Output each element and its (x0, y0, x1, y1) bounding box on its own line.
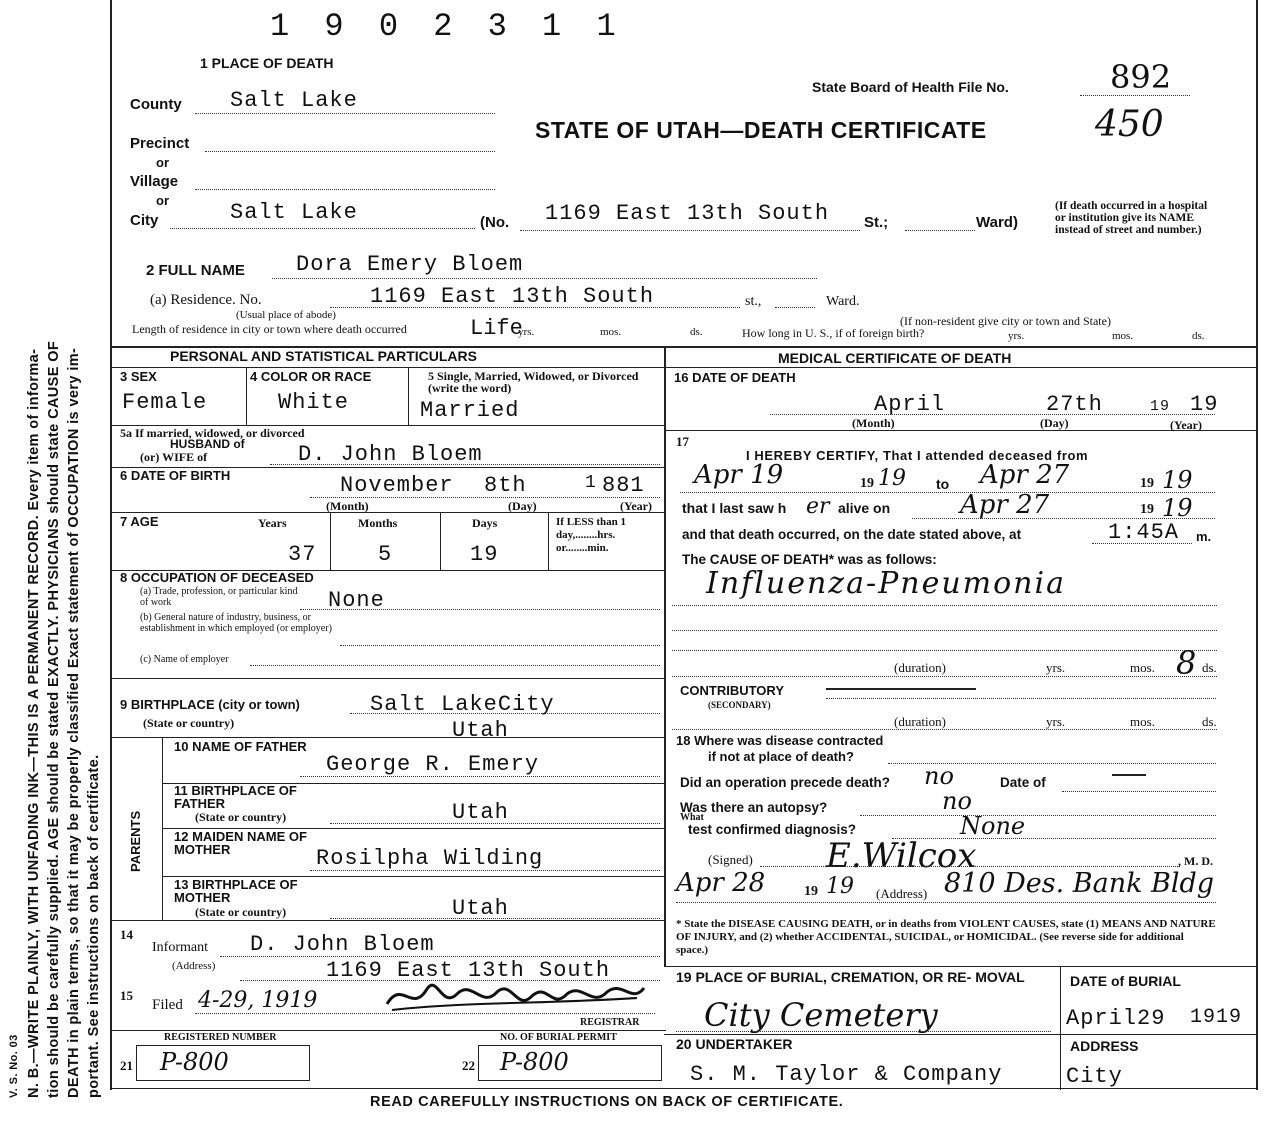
mother-birthplace-label: 13 BIRTHPLACE OF MOTHER (174, 877, 298, 905)
test-label: test confirmed diagnosis? (688, 822, 857, 837)
registered-number-label: REGISTERED NUMBER (164, 1032, 277, 1043)
death-month-caption: (Month) (852, 416, 895, 430)
city-label: City (130, 212, 159, 229)
attended-to-year: 19 (1162, 466, 1193, 494)
mother-name-value: Rosilpha Wilding (316, 846, 544, 871)
spouse-label-1: 5a If married, widowed, or divorced (120, 426, 305, 440)
ward-label: Ward) (976, 214, 1018, 231)
occupation-label: 8 OCCUPATION OF DECEASED (120, 570, 314, 585)
attended-to-date: Apr 27 (980, 460, 1070, 490)
undertaker-address-value: City (1066, 1064, 1123, 1089)
spouse-label-3: (or) WIFE of (140, 450, 208, 464)
birthplace-state-label: (State or country) (143, 716, 235, 730)
county-value: Salt Lake (230, 88, 358, 113)
filed-date: 4-29, 1919 (198, 988, 318, 1013)
dob-month: November (340, 473, 454, 498)
burial-permit-value: P-800 (500, 1048, 569, 1076)
secondary-label: (SECONDARY) (708, 700, 771, 710)
duration-mos: mos. (1130, 660, 1155, 675)
mother-birthplace-value: Utah (452, 896, 509, 921)
attended-from-date: Apr 19 (694, 460, 784, 490)
time-m-label: m. (1196, 529, 1212, 544)
burial-place-label: 19 PLACE OF BURIAL, CREMATION, OR RE- MOVAL (676, 969, 1025, 985)
item-21-number: 21 (120, 1058, 133, 1073)
usual-abode-note: (Usual place of abode) (236, 309, 336, 321)
filed-label: Filed (152, 997, 183, 1013)
side-instructions-line1: N. B.—WRITE PLAINLY, WITH UNFADING INK—THIS IS A PERMANENT RECORD. Every item of informa- (26, 348, 42, 1098)
full-name-value: Dora Emery Bloem (296, 252, 524, 277)
side-instructions-line3: DEATH in plain terms, so that it may be properly classified Exact statement of OCCUPATION is very im- (66, 347, 82, 1098)
operation-label: Did an operation precede death? (680, 775, 891, 790)
duration-mos-2: mos. (1130, 714, 1155, 729)
county-label: County (130, 96, 182, 113)
autopsy-label: Was there an autopsy? (680, 800, 828, 815)
dob-day: 8th (484, 473, 527, 498)
attended-to-19: 19 (1140, 476, 1154, 491)
full-name-label: 2 FULL NAME (146, 262, 245, 279)
last-saw-19: 19 (1140, 502, 1154, 517)
duration-label: (duration) (894, 660, 946, 675)
contributory-label: CONTRIBUTORY (680, 683, 784, 698)
physician-signature: E.Wilcox (826, 836, 977, 876)
informant-address-value: 1169 East 13th South (326, 958, 611, 983)
dob-year-caption: (Year) (620, 499, 652, 513)
last-saw-year: 19 (1162, 494, 1193, 522)
cause-of-death: Influenza-Pneumonia (706, 566, 1066, 601)
burial-permit-label: NO. OF BURIAL PERMIT (500, 1032, 617, 1043)
item-14-number: 14 (120, 927, 133, 942)
us-mos: mos. (1112, 330, 1134, 342)
occupation-b-label: (b) General nature of industry, business, or establishment in which employed (or employer) (140, 612, 332, 634)
form-number: V. S. No. 03 (8, 1034, 20, 1098)
item-15-number: 15 (120, 988, 133, 1003)
hospital-note: (If death occurred in a hospital or institution give its NAME instead of street and number.) (1055, 200, 1208, 236)
marital-value: Married (420, 398, 520, 423)
age-less-caption: If LESS than 1 day,........hrs. or........min. (556, 516, 627, 554)
document-number: 1 9 0 2 3 1 1 (270, 8, 624, 45)
duration-days-value: 8 (1176, 644, 1197, 682)
duration-ds: ds. (1202, 660, 1217, 675)
burial-year-value: 1919 (1190, 1006, 1243, 1029)
burial-place-value: City Cemetery (704, 996, 938, 1034)
place-of-death-label: 1 PLACE OF DEATH (200, 55, 334, 71)
father-birthplace-label: 11 BIRTHPLACE OF FATHER (174, 783, 297, 811)
city-value: Salt Lake (230, 200, 358, 225)
birthplace-state: Utah (452, 718, 509, 743)
color-label: 4 COLOR OR RACE (250, 369, 372, 384)
st-label: St.; (864, 214, 889, 231)
us-ds: ds. (1192, 330, 1205, 342)
certificate-number: 450 (1095, 104, 1164, 145)
center-divider (664, 346, 666, 966)
age-days-caption: Days (472, 516, 498, 530)
informant-label: Informant (152, 940, 208, 955)
father-birthplace-sub: (State or country) (195, 810, 287, 824)
mother-name-label: 12 MAIDEN NAME OF MOTHER (174, 829, 307, 857)
certificate-title: STATE OF UTAH—DEATH CERTIFICATE (535, 117, 987, 143)
signature-year: 19 (826, 874, 854, 899)
undertaker-address-label: ADDRESS (1070, 1038, 1139, 1054)
alive-on-label: alive on (838, 500, 891, 516)
last-saw-date: Apr 27 (960, 490, 1050, 520)
residence-label: (a) Residence. No. (150, 292, 262, 308)
dob-year: 881 (602, 473, 645, 498)
occupation-c-label: (c) Name of employer (140, 654, 229, 665)
length-yrs: yrs. (518, 326, 535, 338)
age-years-value: 37 (288, 542, 317, 567)
test-value: None (960, 812, 1026, 840)
residence-ward-label: Ward. (826, 294, 860, 309)
length-mos: mos. (600, 326, 622, 338)
signed-label: (Signed) (708, 852, 753, 867)
dob-month-caption: (Month) (326, 499, 369, 513)
registrar-signature (382, 974, 652, 1020)
occupation-a-label: (a) Trade, profession, or particular kind of work (140, 586, 298, 608)
death-date-label: 16 DATE OF DEATH (674, 370, 796, 385)
age-label: 7 AGE (120, 514, 159, 529)
age-days-value: 19 (470, 542, 499, 567)
duration-label-2: (duration) (894, 714, 946, 729)
undertaker-value: S. M. Taylor & Company (690, 1062, 1003, 1087)
burial-date-label: DATE of BURIAL (1070, 973, 1181, 989)
precinct-label: Precinct (130, 135, 190, 152)
death-time: 1:45A (1108, 520, 1180, 545)
us-yrs: yrs. (1008, 330, 1025, 342)
father-name-value: George R. Emery (326, 752, 540, 777)
informant-address-label: (Address) (172, 960, 216, 972)
right-border (1256, 0, 1258, 1090)
birthplace-city: Salt LakeCity (370, 692, 555, 717)
cause-label: The CAUSE OF DEATH* was as follows: (682, 552, 937, 567)
registrar-label: REGISTRAR (580, 1017, 640, 1028)
personal-heading: PERSONAL AND STATISTICAL PARTICULARS (170, 348, 477, 364)
or-label-1: or (156, 155, 169, 170)
file-number: 892 (1110, 58, 1172, 96)
residence-st-label: st., (745, 294, 762, 309)
last-saw-label: that I last saw h (682, 500, 787, 516)
left-border (110, 0, 112, 1090)
duration-yrs: yrs. (1046, 660, 1066, 675)
father-birthplace-value: Utah (452, 800, 509, 825)
occupation-value: None (328, 588, 385, 613)
street-no-label: (No. (480, 214, 510, 231)
md-label: , M. D. (1178, 854, 1213, 868)
us-residence-label: How long in U. S., if of foreign birth? (742, 326, 925, 340)
signature-19: 19 (804, 884, 818, 899)
age-months-value: 5 (378, 542, 393, 567)
color-value: White (278, 390, 350, 415)
item-22-number: 22 (462, 1058, 475, 1073)
sex-label: 3 SEX (120, 369, 157, 384)
death-year-caption: (Year) (1170, 418, 1202, 432)
certify-text: I HEREBY CERTIFY, That I attended deceased from (746, 448, 1089, 463)
informant-value: D. John Bloem (250, 932, 435, 957)
duration-yrs-2: yrs. (1046, 714, 1066, 729)
signature-address-value: 810 Des. Bank Bldg (944, 868, 1215, 899)
file-no-label: State Board of Health File No. (812, 79, 1009, 95)
registered-number-value: P-800 (160, 1048, 229, 1076)
last-saw-her: er (806, 494, 830, 519)
death-day-caption: (Day) (1040, 416, 1069, 430)
dob-label: 6 DATE OF BIRTH (120, 468, 231, 483)
q18b-label: if not at place of death? (708, 749, 854, 764)
what-label: What (680, 812, 704, 823)
spouse-value: D. John Bloem (298, 442, 483, 467)
signature-date: Apr 28 (676, 868, 766, 898)
nonresident-note: (If non-resident give city or town and State) (900, 314, 1111, 328)
age-months-caption: Months (358, 516, 398, 530)
age-years-caption: Years (258, 516, 287, 530)
father-name-label: 10 NAME OF FATHER (174, 739, 307, 754)
death-year: 19 (1190, 392, 1219, 417)
birthplace-label: 9 BIRTHPLACE (city or town) (120, 697, 300, 712)
operation-value: no (924, 762, 954, 790)
dob-year-prefix: 1 (585, 473, 597, 493)
attended-from-year: 19 (878, 466, 906, 491)
medical-heading: MEDICAL CERTIFICATE OF DEATH (778, 350, 1012, 366)
burial-date-value: April29 (1066, 1006, 1166, 1031)
death-month: April (874, 392, 946, 417)
duration-ds-2: ds. (1202, 714, 1217, 729)
death-day: 27th (1046, 392, 1103, 417)
dob-day-caption: (Day) (508, 499, 537, 513)
to-label: to (936, 476, 950, 492)
marital-label: 5 Single, Married, Widowed, or Divorced (write the word) (428, 369, 639, 395)
village-label: Village (130, 173, 179, 190)
footnote: * State the DISEASE CAUSING DEATH, or in deaths from VIOLENT CAUSES, state (1) MEANS AND NATURE OF INJURY, and (2) whether ACCIDENTAL, SUICIDAL, or HOMICIDAL. (See reverse side for additional space.) (676, 918, 1216, 956)
undertaker-label: 20 UNDERTAKER (676, 1036, 793, 1052)
death-year-prefix: 19 (1150, 398, 1171, 415)
length-residence-value: Life (470, 316, 523, 341)
spouse-label-2: HUSBAND of (170, 437, 245, 451)
item-17-number: 17 (676, 434, 689, 449)
autopsy-value: no (942, 787, 972, 815)
date-of-label: Date of (1000, 775, 1046, 790)
length-ds: ds. (690, 326, 703, 338)
side-instructions-line2: tion should be carefully supplied. AGE should be stated EXACTLY. PHYSICIANS should state CAUSE OF (46, 340, 62, 1098)
attended-from-19: 19 (860, 476, 874, 491)
death-street-address: 1169 East 13th South (545, 201, 830, 226)
side-instructions-line4: portant. See instructions on back of certificate. (86, 754, 102, 1098)
q18-label: 18 Where was disease contracted (676, 733, 884, 748)
parents-label: PARENTS (128, 810, 143, 872)
sex-value: Female (122, 390, 208, 415)
length-residence-label: Length of residence in city or town where death occurred (132, 322, 407, 336)
or-label-2: or (156, 193, 169, 208)
signature-address-label: (Address) (876, 886, 928, 901)
footer-instructions: READ CAREFULLY INSTRUCTIONS ON BACK OF CERTIFICATE. (370, 1094, 844, 1110)
mother-birthplace-sub: (State or country) (195, 905, 287, 919)
residence-value: 1169 East 13th South (370, 284, 655, 309)
occurred-label: and that death occurred, on the date stated above, at (682, 527, 1022, 542)
